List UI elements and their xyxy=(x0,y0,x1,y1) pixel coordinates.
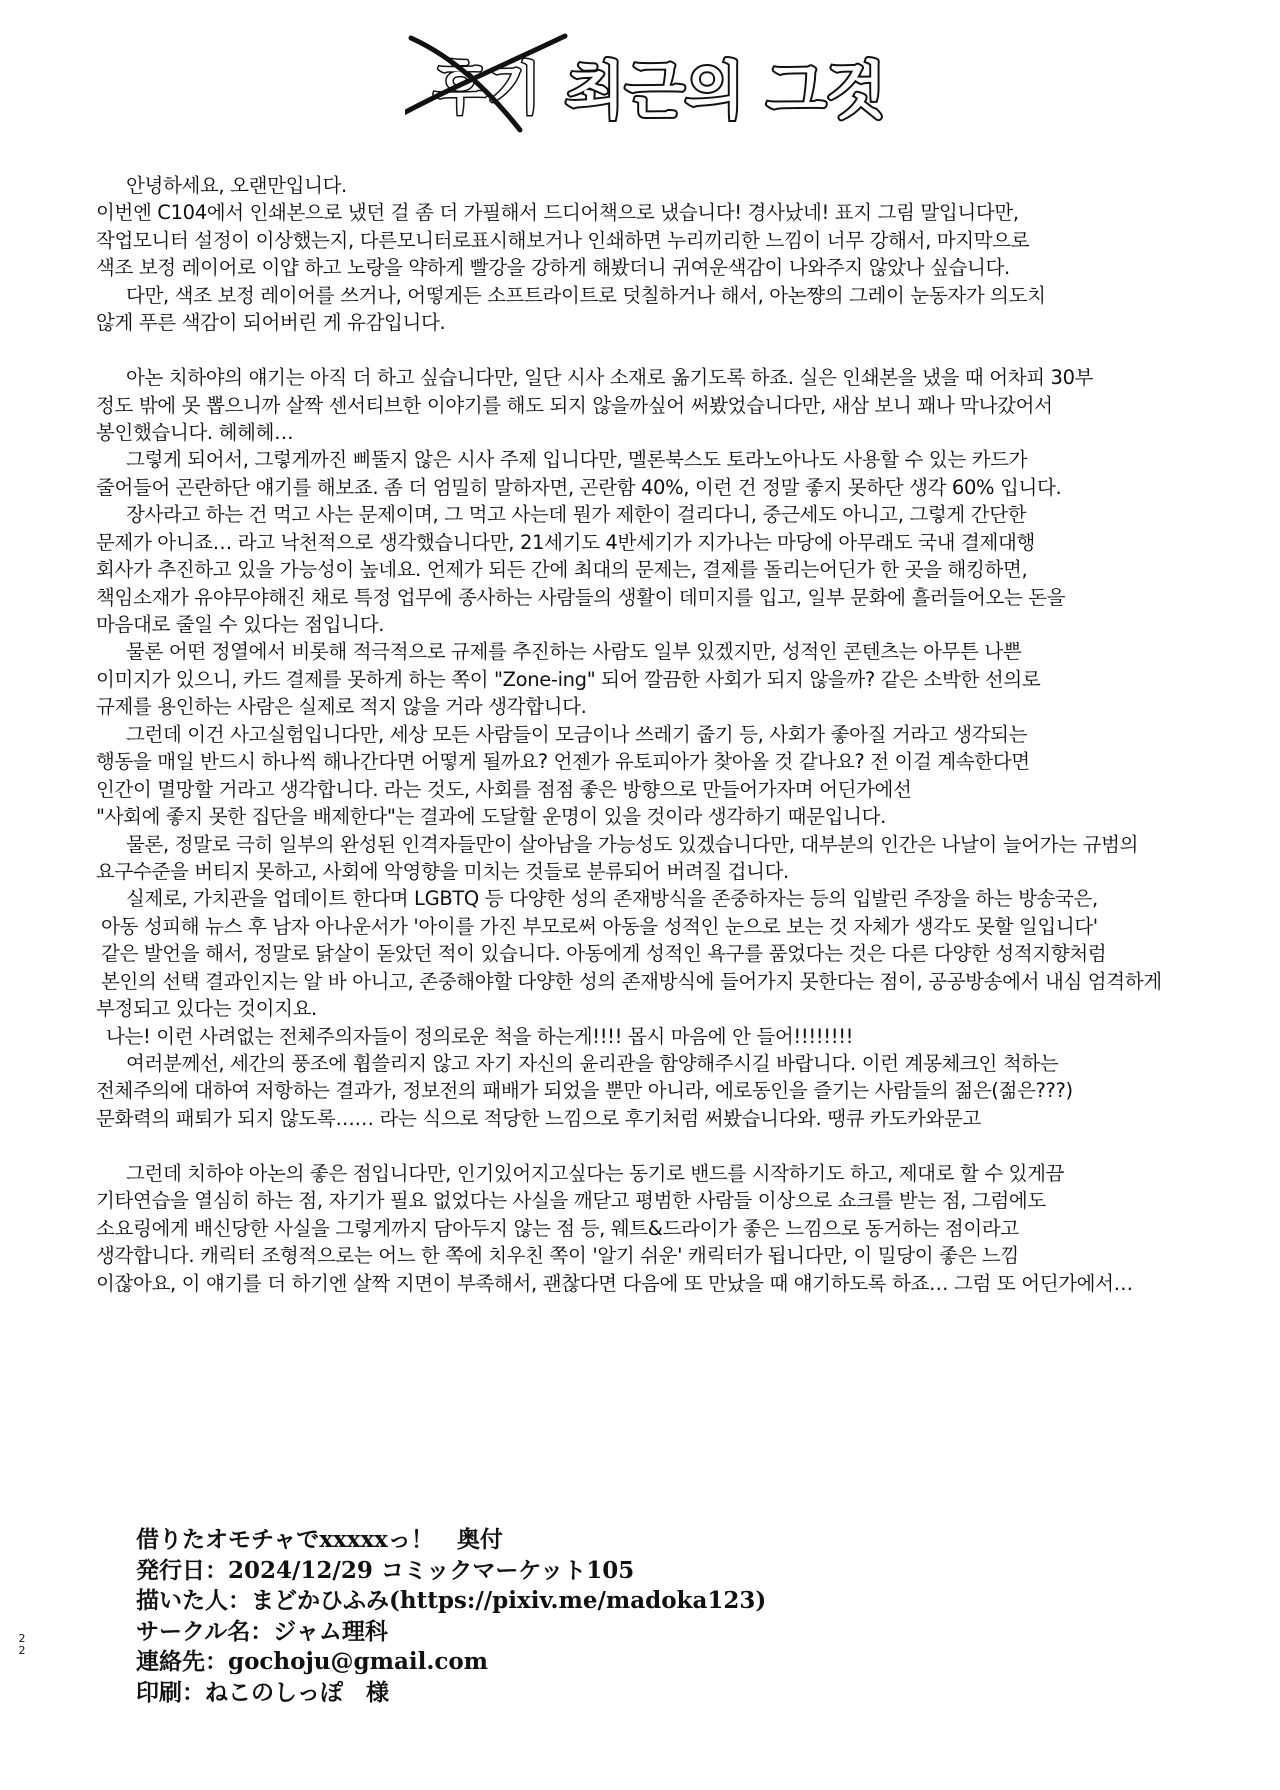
body-line: "사회에 좋지 못한 집단을 배제한다"는 결과에 도달할 운명이 있을 것이라 생각하기 때문입니다. xyxy=(96,805,886,829)
colophon-author: 描いた人：まどかひふみ(https://pixiv.me/madoka123) xyxy=(136,1587,767,1614)
page-header xyxy=(405,30,945,140)
body-line: 같은 발언을 해서, 정말로 닭살이 돋았던 적이 있습니다. 아동에게 성적인 욕구를 품었다는 것은 다른 다양한 성적지향처럼 xyxy=(101,942,1107,966)
paragraph-gap xyxy=(96,1132,1256,1159)
body-line: 문제가 아니죠… 라고 낙천적으로 생각했습니다만, 21세기도 4반세기가 지가나는 마당에 아무래도 국내 결제대행 xyxy=(96,530,1035,554)
body-line: 이미지가 있으니, 카드 결제를 못하게 하는 쪽이 "Zone-ing" 되어 깔끔한 사회가 되지 않을까? 같은 소박한 선의로 xyxy=(96,667,1041,691)
body-line: 마음대로 줄일 수 있다는 점입니다. xyxy=(96,613,385,636)
body-line: 요구수준을 버티지 못하고, 사회에 악영향을 미치는 것들로 분류되어 버려질 겁니다. xyxy=(96,859,789,883)
body-line: 아논 치하야의 얘기는 아직 더 하고 싶습니다만, 일단 시사 소재로 옮기도록 하죠. 실은 인쇄본을 냈을 때 어차피 30부 xyxy=(126,366,1094,390)
body-line: 소요링에게 배신당한 사실을 그렇게까지 담아두지 않는 점 등, 웨트&드라이가 좋은 느낌으로 동거하는 점이라고 xyxy=(96,1216,1019,1240)
body-line: 봉인했습니다. 헤헤헤… xyxy=(96,420,294,444)
body-line: 생각합니다. 캐릭터 조형적으로는 어느 한 쪽에 치우친 쪽이 '알기 쉬운' 캐릭터가 됩니다만, 이 밀당이 좋은 느낌 xyxy=(96,1244,1019,1268)
body-line: 장사라고 하는 건 먹고 사는 문제이며, 그 먹고 사는데 뭔가 제한이 걸리다니, 중근세도 아니고, 그렇게 간단한 xyxy=(126,503,1027,527)
body-line: 않게 푸른 색감이 되어버린 게 유감입니다. xyxy=(96,311,446,335)
body-line: 다만, 색조 보정 레이어를 쓰거나, 어떻게든 소프트라이트로 덧칠하거나 해서, 아논쨩의 그레이 눈동자가 의도치 xyxy=(126,283,1046,307)
body-line: 줄어들어 곤란하단 얘기를 해보죠. 좀 더 엄밀히 말하자면, 곤란함 40%, 이런 건 정말 좋지 못하단 생각 60% 입니다. xyxy=(96,475,1062,499)
paragraph-gap xyxy=(96,337,1256,364)
page-title: 최근의 그것 xyxy=(565,54,887,127)
colophon-date: 発行日：2024/12/29 コミックマーケット105 xyxy=(136,1556,635,1584)
afterword-body xyxy=(96,172,1256,1297)
body-line: 규제를 용인하는 사람은 실제로 적지 않을 거라 생각합니다. xyxy=(96,695,587,719)
body-line: 물론 어떤 정열에서 비롯해 적극적으로 규제를 추진하는 사람도 일부 있겠지만, 성적인 콘텐츠는 아무튼 나쁜 xyxy=(126,640,1022,664)
body-line: 문화력의 패퇴가 되지 않도록…… 라는 식으로 적당한 느낌으로 후기처럼 써봤습니다와. 땡큐 카도카와문고 xyxy=(96,1106,981,1130)
body-line: 그런데 이건 사고실험입니다만, 세상 모든 사람들이 모금이나 쓰레기 줍기 등, 사회가 좋아질 거라고 생각되는 xyxy=(126,722,1028,746)
body-line: 정도 밖에 못 뽑으니까 살짝 센서티브한 이야기를 해도 되지 않을까싶어 써봤었습니다만, 새삼 보니 꽤나 막나갔어서 xyxy=(96,393,1053,417)
body-line: 이잖아요, 이 얘기를 더 하기엔 살짝 지면이 부족해서, 괜찮다면 다음에 또 만났을 때 얘기하도록 하죠… 그럼 또 어딘가에서… xyxy=(96,1271,1133,1295)
colophon-title: 借りたオモチャでxxxxxっ！ 奥付 xyxy=(136,1526,503,1553)
colophon-circle: サークル名：ジャム理科 xyxy=(136,1617,388,1645)
body-line: 나는! 이런 사려없는 전체주의자들이 정의로운 척을 하는게!!!! 몹시 마음에 안 들어!!!!!!!! xyxy=(106,1024,854,1048)
body-line: 부정되고 있다는 것이지요. xyxy=(96,997,317,1021)
body-line: 회사가 추진하고 있을 가능성이 높네요. 언제가 되든 간에 최대의 문제는, 결제를 돌리는어딘가 한 곳을 해킹하면, xyxy=(96,558,1028,582)
body-line: 실제로, 가치관을 업데이트 한다며 LGBTQ 등 다양한 성의 존재방식을 존중하자는 등의 입발린 주장을 하는 방송국은, xyxy=(126,887,1098,911)
body-line: 아동 성피해 뉴스 후 남자 아나운서가 '아이를 가진 부모로써 아동을 성적인 눈으로 보는 것 자체가 생각도 못할 일입니다' xyxy=(101,914,1098,938)
colophon xyxy=(136,1525,766,1708)
body-line: 전체주의에 대하여 저항하는 결과가, 정보전의 패배가 되었을 뿐만 아니라, 에로동인을 즐기는 사람들의 젊은(젊은???) xyxy=(96,1079,1073,1103)
crossed-out-word: 후기 xyxy=(433,57,542,122)
body-line: 작업모니터 설정이 이상했는지, 다른모니터로표시해보거나 인쇄하면 누리끼리한 느낌이 너무 강해서, 마지막으로 xyxy=(96,228,1030,252)
title-graphic xyxy=(405,30,945,140)
body-line: 책임소재가 유야무야해진 채로 특정 업무에 종사하는 사람들의 생활이 데미지를 입고, 일부 문화에 흘러들어오는 돈을 xyxy=(96,585,1066,609)
body-line: 그런데 치하야 아논의 좋은 점입니다만, 인기있어지고싶다는 동기로 밴드를 시작하기도 하고, 제대로 할 수 있게끔 xyxy=(126,1161,1065,1185)
body-line: 그렇게 되어서, 그렇게까진 삐뚤지 않은 시사 주제 입니다만, 멜론북스도 토라노아나도 사용할 수 있는 카드가 xyxy=(126,448,1028,472)
body-line: 안녕하세요, 오랜만입니다. xyxy=(126,174,347,197)
colophon-printer: 印刷：ねこのしっぽ 様 xyxy=(136,1678,389,1706)
body-line: 물론, 정말로 극히 일부의 완성된 인격자들만이 살아남을 가능성도 있겠습니다만, 대부분의 인간은 나날이 늘어가는 규범의 xyxy=(126,832,1139,856)
body-line: 여러분께선, 세간의 풍조에 휩쓸리지 않고 자기 자신의 윤리관을 함양해주시길 바랍니다. 이런 계몽체크인 척하는 xyxy=(126,1052,1059,1075)
colophon-contact: 連絡先：gochoju@gmail.com xyxy=(136,1648,489,1675)
body-line: 행동을 매일 반드시 하나씩 해나간다면 어떻게 될까요? 언젠가 유토피아가 찾아올 것 같나요? 전 이걸 계속한다면 xyxy=(96,750,1030,774)
body-line: 인간이 멸망할 거라고 생각합니다. 라는 것도, 사회를 점점 좋은 방향으로 만들어가자며 어딘가에선 xyxy=(96,777,912,801)
body-line: 이번엔 C104에서 인쇄본으로 냈던 걸 좀 더 가필해서 드디어책으로 냈습니다! 경사났네! 표지 그림 말입니다만, xyxy=(96,201,1019,225)
body-line: 색조 보정 레이어로 이얍 하고 노랑을 약하게 빨강을 강하게 해봤더니 귀여운색감이 나와주지 않았나 싶습니다. xyxy=(96,256,1010,280)
page-number: 22 xyxy=(18,1632,26,1657)
body-line: 기타연습을 열심히 하는 점, 자기가 필요 없었다는 사실을 깨닫고 평범한 사람들 이상으로 쇼크를 받는 점, 그럼에도 xyxy=(96,1189,1046,1213)
body-line: 본인의 선택 결과인지는 알 바 아니고, 존중해야할 다양한 성의 존재방식에 들어가지 못한다는 점이, 공공방송에서 내심 엄격하게 xyxy=(101,969,1162,993)
